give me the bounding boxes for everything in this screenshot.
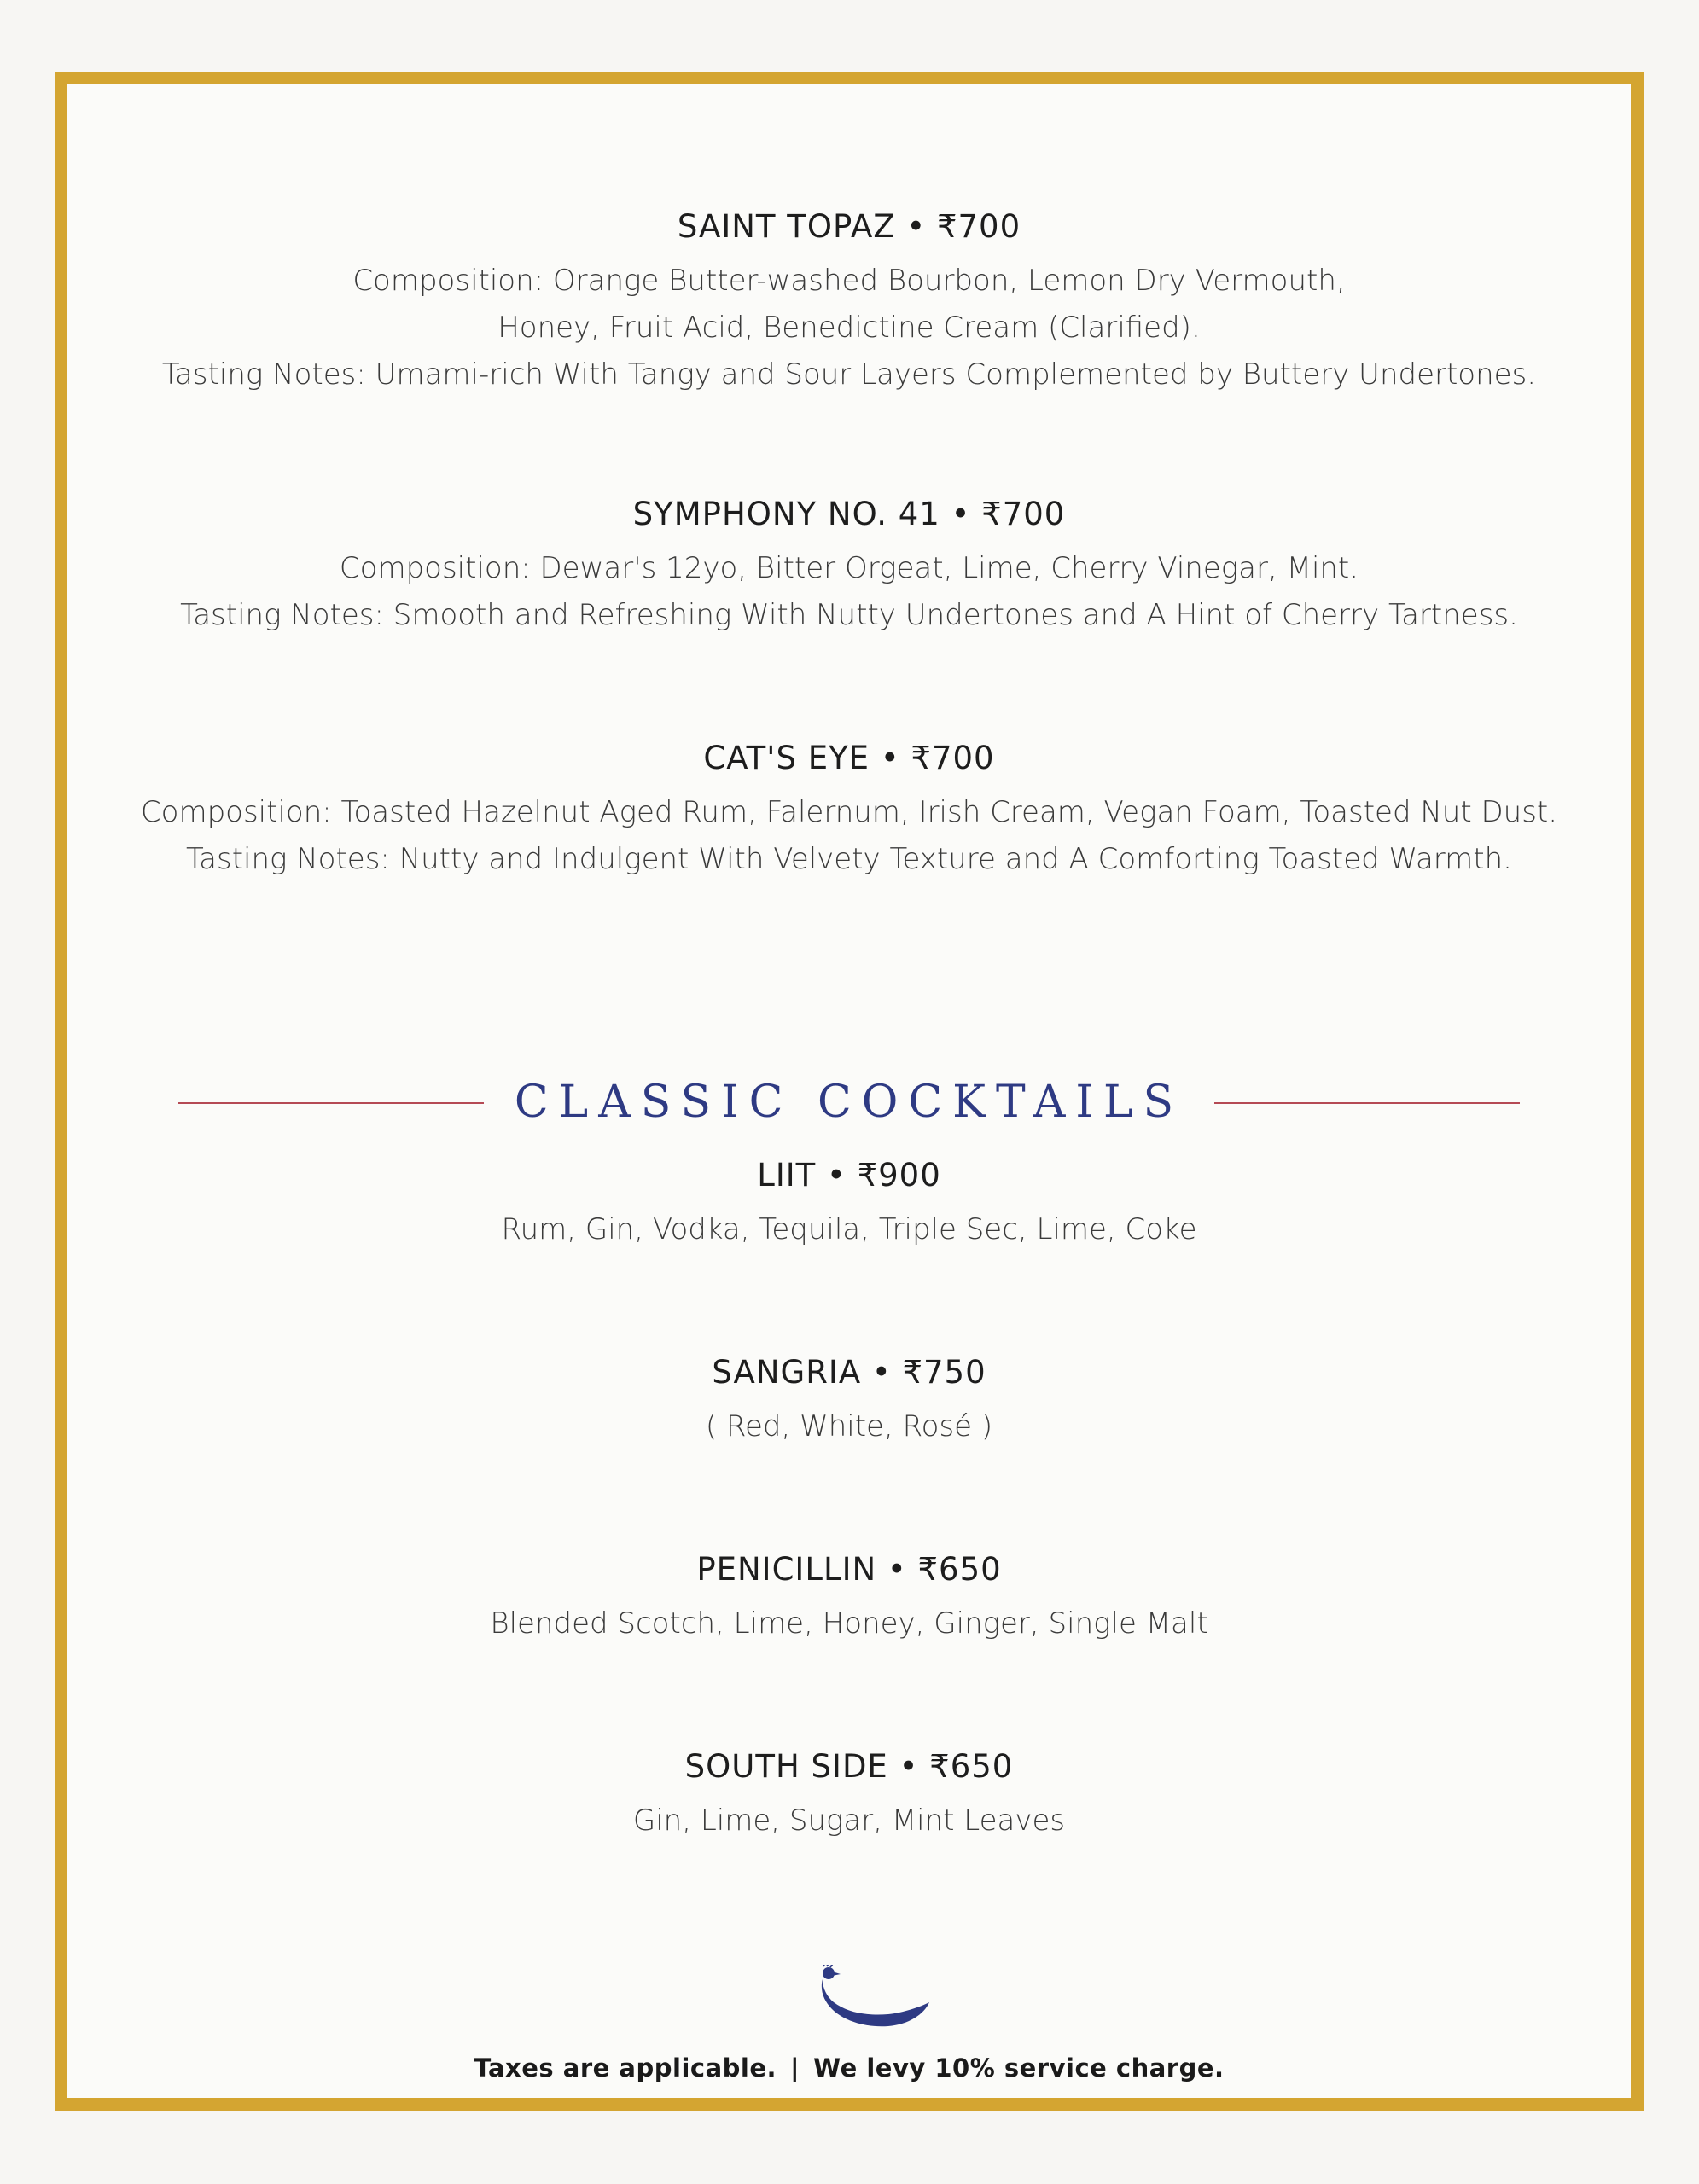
item-description xyxy=(67,545,1631,639)
item-title: CAT'S EYE • ₹700 xyxy=(703,740,995,776)
peacock-logo-icon xyxy=(815,1965,934,2033)
menu-item-liit xyxy=(67,1159,1631,1253)
section-title: CLASSIC COCKTAILS xyxy=(514,1077,1184,1128)
item-description: ( Red, White, Rosé ) xyxy=(705,1409,993,1443)
desc-line: Tasting Notes: Smooth and Refreshing With Nutty Undertones and A Hint of Cherry Tartness. xyxy=(180,598,1518,632)
item-title: SANGRIA • ₹750 xyxy=(712,1354,986,1391)
item-description xyxy=(67,258,1631,398)
desc-line: Tasting Notes: Nutty and Indulgent With Velvety Texture and A Comforting Toasted Warmth. xyxy=(186,842,1512,876)
taxes-note: Taxes are applicable. xyxy=(474,2053,777,2082)
item-description: Rum, Gin, Vodka, Tequila, Triple Sec, Lime, Coke xyxy=(501,1212,1197,1246)
item-description: Blended Scotch, Lime, Honey, Ginger, Single Malt xyxy=(490,1606,1208,1641)
item-title: SAINT TOPAZ • ₹700 xyxy=(677,208,1021,245)
service-charge-note: We levy 10% service charge. xyxy=(813,2053,1225,2082)
desc-line: Composition: Toasted Hazelnut Aged Rum, Falernum, Irish Cream, Vegan Foam, Toasted Nut Dust. xyxy=(140,795,1558,829)
item-title: SYMPHONY NO. 41 • ₹700 xyxy=(632,496,1066,532)
divider-right xyxy=(1214,1102,1520,1104)
menu-item-saint-topaz xyxy=(67,208,1631,398)
desc-line: Composition: Dewar's 12yo, Bitter Orgeat, Lime, Cherry Vinegar, Mint. xyxy=(339,551,1359,585)
desc-line: Composition: Orange Butter-washed Bourbon, Lemon Dry Vermouth, xyxy=(352,264,1346,298)
menu-page-frame xyxy=(55,72,1644,2111)
menu-item-penicillin xyxy=(67,1551,1631,1647)
desc-line: Tasting Notes: Umami-rich With Tangy and Sour Layers Complemented by Buttery Undertones. xyxy=(161,357,1537,392)
item-description xyxy=(67,789,1631,883)
item-description: Gin, Lime, Sugar, Mint Leaves xyxy=(632,1804,1066,1838)
desc-line: Honey, Fruit Acid, Benedictine Cream (Clarified). xyxy=(497,311,1201,345)
footer-separator: | xyxy=(790,2053,800,2082)
menu-item-cats-eye xyxy=(67,742,1631,883)
section-heading xyxy=(67,1072,1631,1132)
item-title: LIIT • ₹900 xyxy=(757,1157,941,1194)
item-title: PENICILLIN • ₹650 xyxy=(696,1551,1002,1588)
item-title: SOUTH SIDE • ₹650 xyxy=(684,1748,1014,1785)
menu-item-south-side xyxy=(67,1748,1631,1844)
menu-item-sangria xyxy=(67,1356,1631,1450)
footer-note xyxy=(67,2053,1631,2082)
menu-item-symphony-no-41 xyxy=(67,498,1631,639)
